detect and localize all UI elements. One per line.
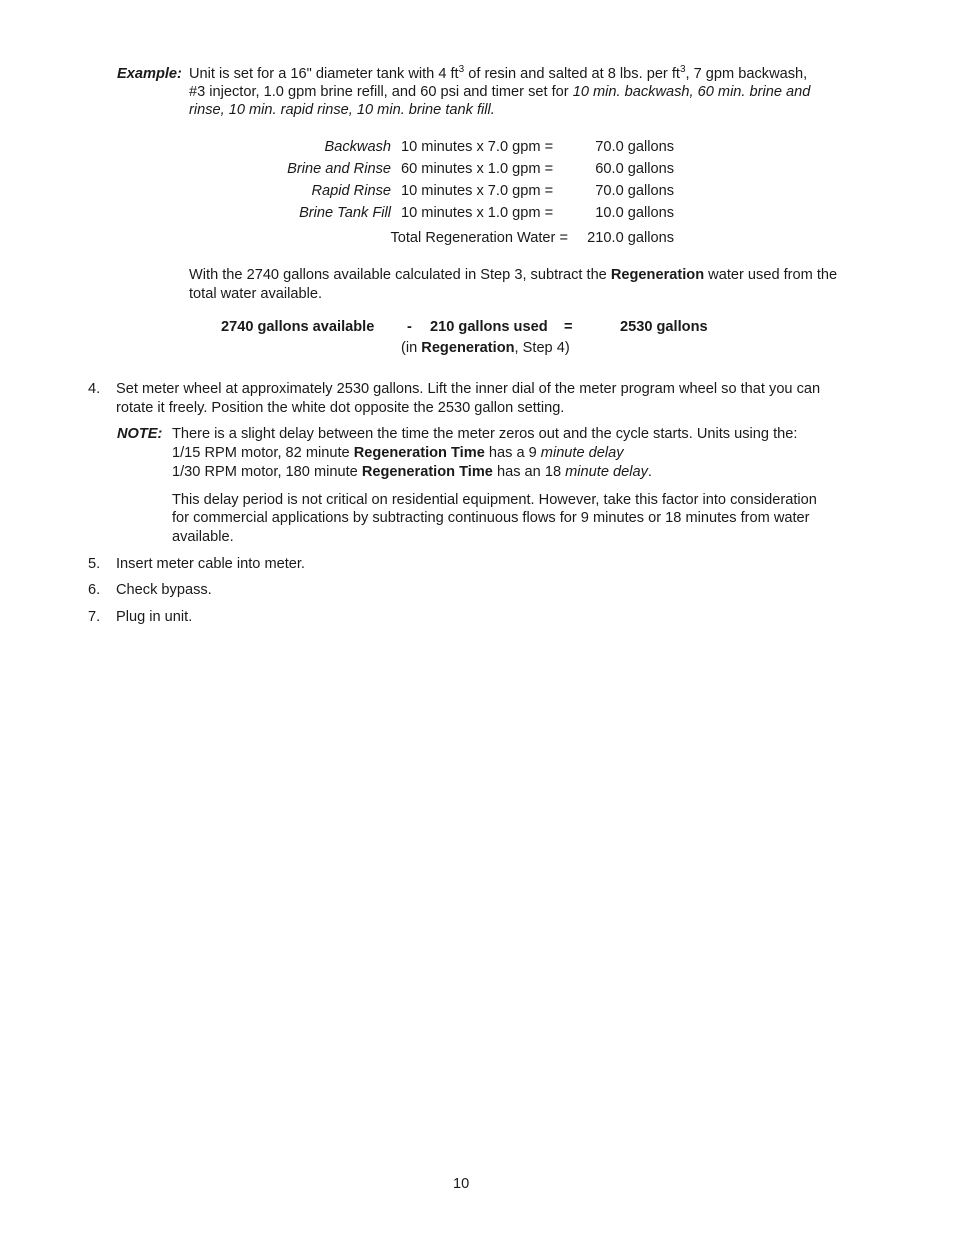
step-5-text: Insert meter cable into meter. [116,556,305,572]
step-4-number: 4. [88,381,101,397]
equation-used: 210 gallons used [430,319,548,335]
example-line-1: Unit is set for a 16" diameter tank with 4 $ft^3$ of resin and salted at 8 lbs. per $ft^3$, 7 gpm backwash, [189,64,808,82]
calc-row-name: Brine and Rinse [287,161,391,177]
calc-row-result: 10.0 gallons [595,205,674,221]
equation-result: 2530 gallons [620,319,708,335]
equation-minus: - [407,319,412,335]
note-line-1: There is a slight delay between the time the meter zeros out and the cycle starts. Units using the: [172,426,798,442]
subtract-line-2: total water available. [189,286,323,302]
example-line-3: rinse, 10 min. rapid rinse, 10 min. brine tank fill. [189,102,495,118]
note-para-2-line-1: This delay period is not critical on residential equipment. However, take this factor into consideration [172,492,817,508]
note-label: NOTE: [117,426,163,442]
step-6-number: 6. [88,582,101,598]
calc-row-name: Backwash [324,139,391,155]
step-7-number: 7. [88,609,101,625]
calc-row-name: Brine Tank Fill [299,205,391,221]
calc-row-calc: 60 minutes x 1.0 gpm = [401,161,554,177]
equation-equals: = [564,319,573,335]
calc-row-calc: 10 minutes x 7.0 gpm = [401,139,554,155]
step-5-number: 5. [88,556,101,572]
calc-row-result: 60.0 gallons [595,161,674,177]
note-line-2: 1/15 RPM motor, 82 minute Regeneration Time has a 9 minute delay [172,445,624,461]
step-6-text: Check bypass. [116,582,212,598]
page-number: 10 [453,1176,470,1192]
example-line-2: #3 injector, 1.0 gpm brine refill, and 60 psi and timer set for 10 min. backwash, 60 min. brine and [189,84,811,100]
calc-row-name: Rapid Rinse [311,183,391,199]
calc-row-result: 70.0 gallons [595,139,674,155]
note-para-2-line-3: available. [172,529,234,545]
step-7-text: Plug in unit. [116,609,193,625]
subtract-line-1: With the 2740 gallons available calculated in Step 3, subtract the Regeneration water used from the [189,267,838,283]
calc-row-calc: 10 minutes x 1.0 gpm = [401,205,554,221]
calc-row-result: 70.0 gallons [595,183,674,199]
total-label: Total Regeneration Water = [390,230,568,246]
total-value: 210.0 gallons [587,230,674,246]
calc-row-calc: 10 minutes x 7.0 gpm = [401,183,554,199]
note-para-2-line-2: for commercial applications by subtracting continuous flows for 9 minutes or 18 minutes from water [172,510,810,526]
equation-note: (in Regeneration, Step 4) [401,340,570,356]
step-4-line-1: Set meter wheel at approximately 2530 gallons. Lift the inner dial of the meter program wheel so that you can [116,381,821,397]
equation-available: 2740 gallons available [221,319,375,335]
example-label: Example: [117,66,182,82]
note-line-3: 1/30 RPM motor, 180 minute Regeneration Time has an 18 minute delay. [172,464,652,480]
step-4-line-2: rotate it freely. Position the white dot opposite the 2530 gallon setting. [116,400,565,416]
